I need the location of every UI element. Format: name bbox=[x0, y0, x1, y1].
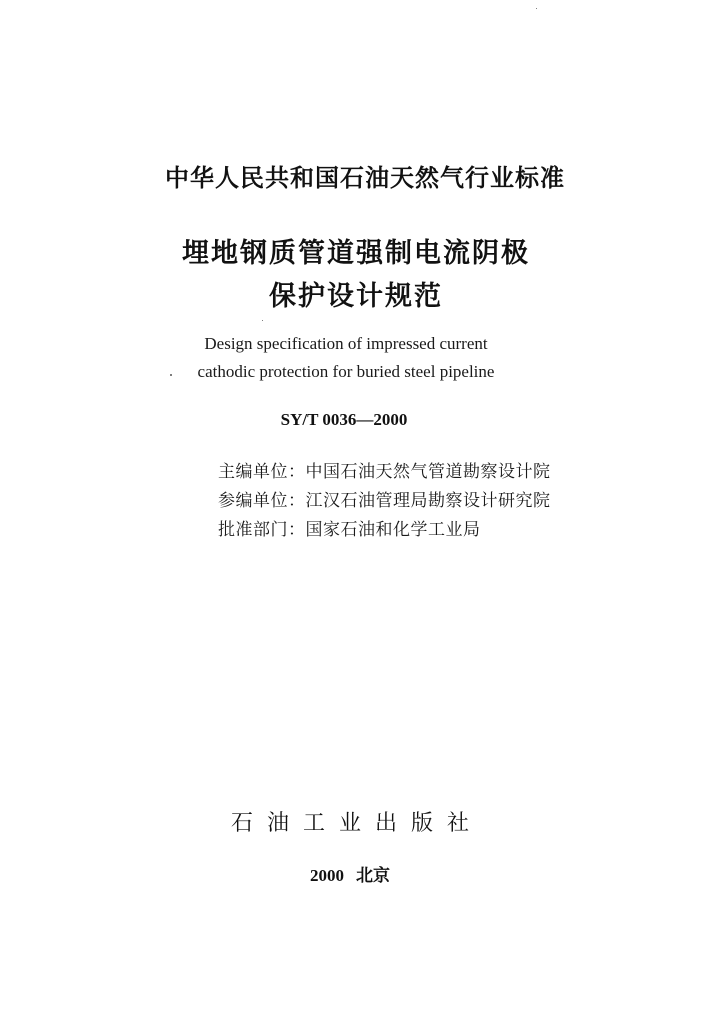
participating-value: 江汉石油管理局勘察设计研究院 bbox=[305, 491, 551, 511]
title-en-line-2: cathodic protection for buried steel pipeline bbox=[197, 362, 495, 381]
publication-year: 2000 bbox=[310, 866, 344, 885]
publication-city: 北京 bbox=[356, 866, 390, 885]
scan-speck bbox=[262, 320, 263, 321]
scan-speck bbox=[536, 8, 537, 9]
participating-label: 参编单位： bbox=[218, 491, 306, 511]
approval-department bbox=[218, 515, 481, 540]
approval-value: 国家石油和化学工业局 bbox=[305, 520, 481, 540]
standard-code: SY/T 0036—2000 bbox=[280, 410, 408, 429]
title-cn-line-1: 埋地钢质管道强制电流阴极 bbox=[182, 238, 530, 269]
title-cn-line-2: 保护设计规范 bbox=[269, 281, 443, 312]
participating-unit bbox=[218, 486, 551, 511]
chief-editor-unit bbox=[218, 457, 551, 482]
chief-editor-value: 中国石油天然气管道勘察设计院 bbox=[305, 462, 551, 482]
publication-line bbox=[0, 861, 724, 886]
standard-category: 中华人民共和国石油天然气行业标准 bbox=[165, 164, 565, 192]
publisher: 石油工业出版社 bbox=[230, 811, 483, 836]
chief-editor-label: 主编单位： bbox=[218, 462, 306, 482]
scan-speck bbox=[170, 374, 172, 376]
title-en-line-1: Design specification of impressed current bbox=[204, 334, 488, 353]
approval-label: 批准部门： bbox=[218, 520, 306, 540]
